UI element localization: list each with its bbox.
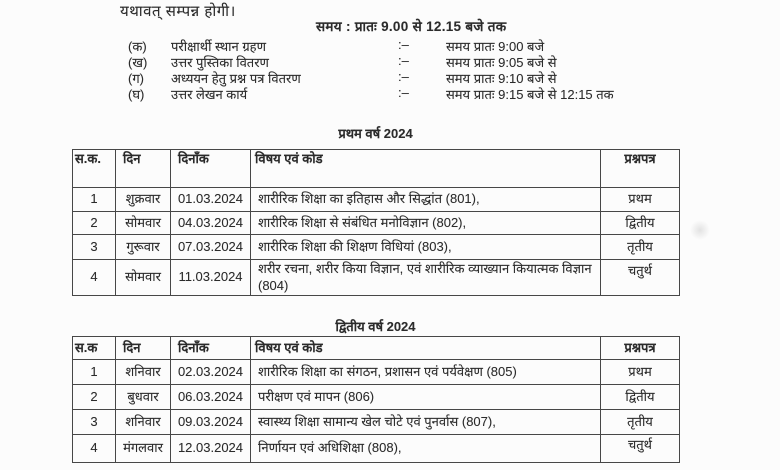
scan-artifact-smudge [690,220,710,240]
subject-cell: शारीरिक शिक्षा का संगठन, प्रशासन एवं पर्यवेक्षण (805) [251,360,601,385]
item-label: (क) [128,39,147,54]
paper-cell: तृतीय [601,235,680,260]
item-label: (ख) [128,55,148,70]
paper-cell: चतुर्थ [601,435,680,463]
subject-cell: परीक्षण एवं मापन (806) [251,385,601,410]
table-header-row [73,337,680,360]
day-cell: सोमवार [116,212,171,235]
date-cell: 12.03.2024 [171,435,251,463]
table-row [73,235,680,260]
serial-cell: 2 [73,212,116,235]
serial-cell: 3 [73,235,116,260]
subject-cell: स्वास्थ्य शिक्षा सामान्य खेल चोटे एवं पुनर्वास (807), [251,410,601,435]
column-header-paper: प्रश्नपत्र [601,150,680,188]
table-row [73,410,680,435]
item-time: समय प्रातः 9:05 बजे से [446,55,557,70]
list-item [0,69,780,85]
item-separator: :– [398,53,409,68]
column-header-paper: प्रश्नपत्र [601,337,680,360]
first-year-table-title: प्रथम वर्ष 2024 [338,126,413,141]
day-cell: शनिवार [116,410,171,435]
item-label: (घ) [128,87,145,102]
subject-cell: शरीर रचना, शरीर किया विज्ञान, एवं शारीरिक व्याख्यान कियात्मक विज्ञान (804) [251,260,601,296]
day-cell: शुक्रवार [116,188,171,212]
date-cell: 07.03.2024 [171,235,251,260]
date-cell: 02.03.2024 [171,360,251,385]
serial-cell: 4 [73,260,116,296]
subject-cell: शारीरिक शिक्षा की शिक्षण विधियां (803), [251,235,601,260]
paper-cell: चतुर्थ [601,260,680,296]
date-cell: 11.03.2024 [171,260,251,296]
subject-cell: शारीरिक शिक्षा का इतिहास और सिद्धांत (801), [251,188,601,212]
column-header-serial: स.क [73,337,116,360]
day-cell: मंगलवार [116,435,171,463]
table-row [73,260,680,296]
column-header-subject: विषय एवं कोड [251,337,601,360]
date-cell: 09.03.2024 [171,410,251,435]
item-time: समय प्रातः 9:15 बजे से 12:15 तक [446,87,614,102]
item-time: समय प्रातः 9:10 बजे से [446,71,557,86]
paper-cell: प्रथम [601,188,680,212]
table-row [73,360,680,385]
item-activity: उत्तर पुस्तिका वितरण [171,55,269,70]
table-row [73,188,680,212]
column-header-subject: विषय एवं कोड [251,150,601,188]
paper-cell: प्रथम [601,360,680,385]
item-time: समय प्रातः 9:00 बजे [446,39,545,54]
subject-cell: शारीरिक शिक्षा से संबंधित मनोविज्ञान (802), [251,212,601,235]
intro-line: यथावत् सम्पन्न होगी। [120,3,236,20]
exam-table-second-year [72,336,680,463]
table-row [73,385,680,410]
item-activity: अध्ययन हेतु प्रश्न पत्र वितरण [171,71,301,86]
list-item [0,85,780,101]
day-cell: शनिवार [116,360,171,385]
serial-cell: 4 [73,435,116,463]
day-cell: बुधवार [116,385,171,410]
serial-cell: 1 [73,360,116,385]
item-separator: :– [398,69,409,84]
paper-cell: द्वितीय [601,212,680,235]
day-cell: सोमवार [116,260,171,296]
exam-table-first-year [72,149,680,296]
list-item [0,37,780,53]
second-year-table-title: द्वितीय वर्ष 2024 [335,319,416,334]
list-item [0,53,780,69]
date-cell: 06.03.2024 [171,385,251,410]
date-cell: 01.03.2024 [171,188,251,212]
serial-cell: 2 [73,385,116,410]
item-label: (ग) [128,71,144,86]
item-activity: उत्तर लेखन कार्य [171,87,248,102]
day-cell: गुरूवार [116,235,171,260]
column-header-day: दिन [116,337,171,360]
column-header-date: दिनाँक [171,150,251,188]
table-row [73,435,680,463]
column-header-day: दिन [116,150,171,188]
serial-cell: 1 [73,188,116,212]
date-cell: 04.03.2024 [171,212,251,235]
paper-cell: द्वितीय [601,385,680,410]
paper-cell: तृतीय [601,410,680,435]
item-separator: :– [398,85,409,100]
column-header-serial: स.क. [73,150,116,188]
column-header-date: दिनाँक [171,337,251,360]
subject-cell: निर्णायन एवं अधिशिक्षा (808), [251,435,601,463]
item-separator: :– [398,37,409,52]
item-activity: परीक्षार्थी स्थान ग्रहण [171,39,266,54]
exam-time-summary: समय : प्रातः 9.00 से 12.15 बजे तक [316,19,507,34]
table-header-row [73,150,680,188]
table-row [73,212,680,235]
serial-cell: 3 [73,410,116,435]
